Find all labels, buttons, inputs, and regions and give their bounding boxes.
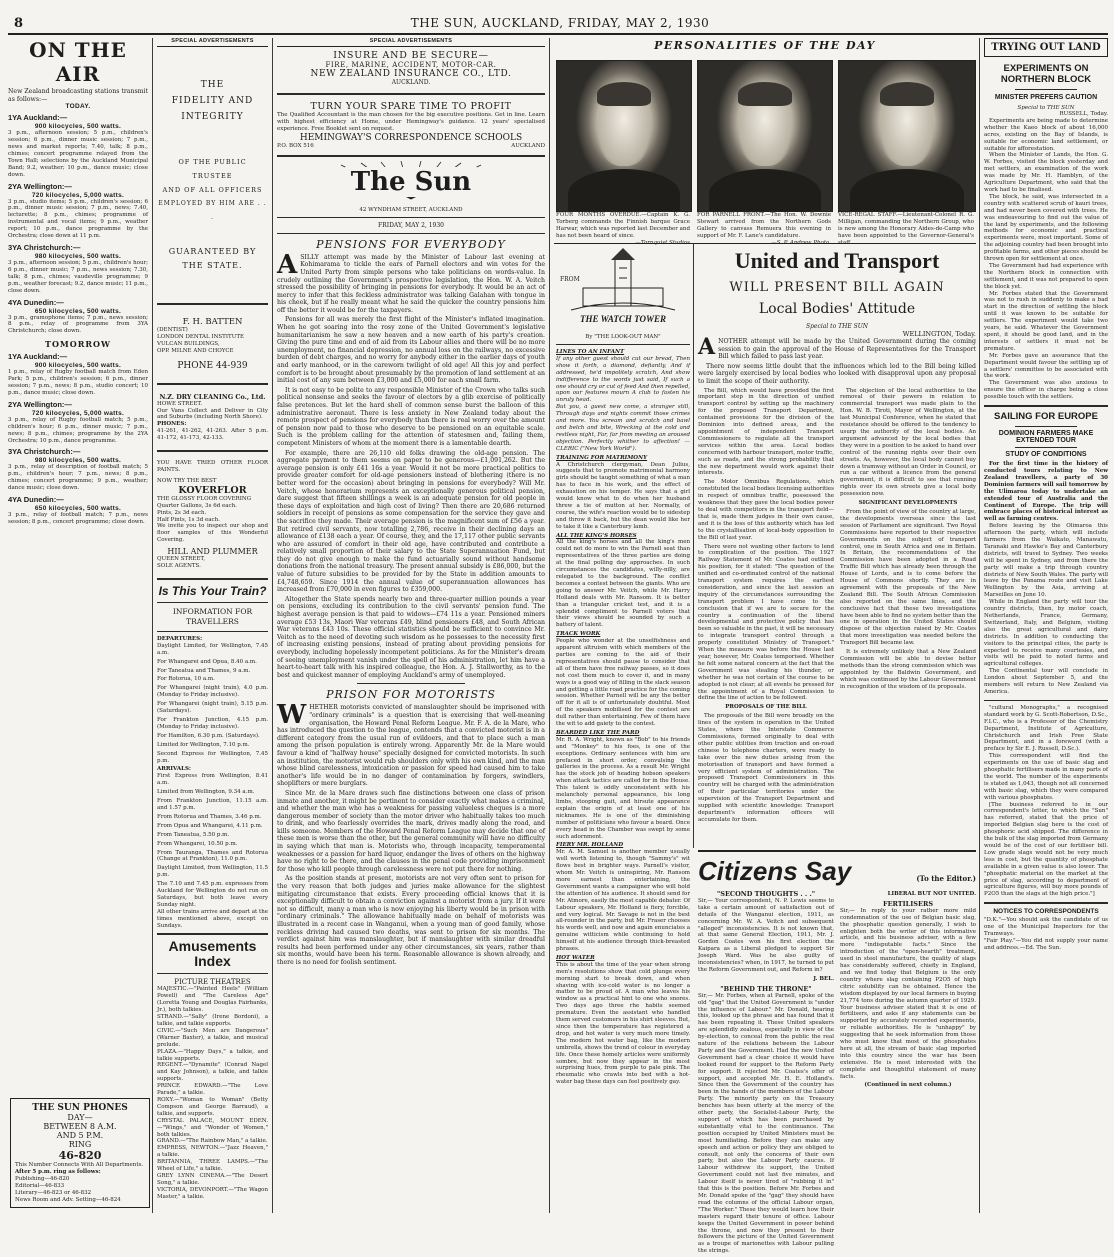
departures-heading: DEPARTURES: — [157, 635, 203, 642]
column-subhead: FIERY MR. HOLLAND — [556, 842, 624, 849]
arrival-item: From Rotorua and Thames, 3.46 p.m. — [157, 813, 262, 820]
station-4ya: 4YA Dunedin:— — [8, 297, 64, 307]
departure-item: Second Express for Wellington, 7.45 p.m. — [157, 750, 268, 764]
motorists-title: PRISON FOR MOTORISTS — [326, 688, 496, 702]
theatre-item: EMPRESS, NEWTON.—"Jazz Heaven," a talkie. — [157, 1145, 268, 1159]
phones-line: Literary—46-823 or 46-832 — [15, 1189, 92, 1196]
pensions-p1: SILLY attempt was made by the Minister of Labour last evening at Kohimarama to tickle the ears of Parnell electors and win votes for the United Party from simple persons who take politicians on words-value. In crudely outlining the Government's prospective legislation, the Hon. W. A. Veitch stressed the possibility of bringing in pensions for everybody. It would be an act of mercy to infer that this feckless administrator was talking Galahan with tongue in his cheek, but if he really meant what he said the quicker the country pensions him off the better it would be for the taxpayers. — [277, 253, 545, 314]
sun-phones-box — [10, 1098, 150, 1208]
theatre-item: GRAND.—"The Rainbow Man," a talkie. — [157, 1138, 268, 1145]
photo-caption — [838, 212, 974, 247]
photo-caption — [697, 212, 831, 247]
notice-item: "Fair Play."—You did not supply your name and address.—Ed. The Sun. — [984, 937, 1108, 951]
letters-col-a — [698, 891, 834, 1257]
dry-cleaning-text: Our Vans Collect and Deliver in City and Suburbs (including North Shore). — [157, 407, 268, 421]
train-note: The 7.10 and 7.45 p.m. expresses from Auckland for Wellington do not run on Saturdays, but both leave every Sunday night. — [157, 881, 268, 908]
departure-item: Daylight Limited, for Wellington, 7.45 a.m. — [157, 642, 268, 656]
pensions-p2: Pensions for all was merely the first flight of the Minister's inflated imagination. When he got soaring into the rosy zone of the United Government's legislative humanitarianism he saw a new heaven and a new earth of his party's creation. Giving the pure time and end of aid from its Labour allies and there will be no more unemployment, no financial depression, no annual loss on the railways, no excessive burden of debt charges, and no worry for anybody either in the earlier days of youth and early manhood, or in the careworn twilight of old age! All this joy and perfect comfort is to be brought about presumably by the promotion of land settlement at an initial cost of any sum between £3,000 and £5,000 for each small farm. — [277, 316, 545, 385]
theatre-item: REGENT.—"Dynamite" (Conrad Nagel and Kay Johnson), a talkie, and talkie supports. — [157, 1062, 268, 1083]
fidelity-line: INTEGRITY — [181, 112, 244, 122]
batten-role: (DENTIST) — [157, 327, 188, 333]
dry-cleaning-ad — [157, 389, 268, 446]
departure-item: For Rotorua, 10 a.m. — [157, 676, 215, 683]
portrait-suit — [709, 169, 822, 212]
transport-col-a — [698, 388, 834, 826]
column-subhead: BEARDED LIKE THE PARD — [556, 729, 640, 736]
section-rule — [554, 243, 976, 244]
amusements-index — [157, 939, 268, 1200]
departure-item: For Hamilton, 6.30 p.m. (Saturdays). — [157, 732, 260, 739]
citizens-say — [698, 850, 976, 1257]
caption-text: FOUR MONTHS OVERDUE.—Captain K. G. Torberg commands the Finnish barque Grace Harwar, which was reported last December and has not been heard of since. — [556, 212, 690, 239]
to-the-editor: (To the Editor.) — [916, 874, 976, 883]
insure-types: FIRE, MARINE, ACCIDENT, MOTOR-CAR. — [325, 61, 497, 69]
theatre-item: ROXY.—"Woman to Woman" (Betty Compson and George Barraud), a talkie, and supports. — [157, 1096, 268, 1117]
arrivals-heading: ARRIVALS: — [157, 766, 191, 773]
station-programme: 3 p.m., relay of Rugby football match; 5 p.m., children's hour; 6 p.m., dinner music; 7 p.m., news; 8 p.m., chimes; programme by the 2YA Orchestra; 10 p.m., dance programme. — [8, 416, 148, 444]
turn-title: TURN YOUR SPARE TIME TO PROFIT — [310, 101, 512, 112]
fidelity-ad — [157, 77, 268, 273]
station-spec: 650 kilocycles, 500 watts. — [34, 505, 122, 513]
phones-note: This Number Connects With All Departments. — [15, 1162, 144, 1168]
phones-line: Publishing—46-820 — [15, 1175, 70, 1182]
column-rule — [272, 38, 273, 1213]
pensions-p3: It is not easy to be polite to any responsible Minister of the Crown who talks such political nonsense and seeks the favour of electors by a glib exercise of politically false pretences. But let the hard shell of common sense burst the balloon of this administrative aeronaut. There is less anxiety in New Zealand today about the remote prospect of pensions for everybody than there is real worry over the amount of pension now paid to those who deserve to be pensioned on an equitable scale. Such is the problem calling for the attention of statesmen and, failing them, competent Ministers of whom at the moment there is a lamentable dearth. — [277, 386, 545, 447]
tomorrow-1ya: 1YA Auckland:— — [8, 352, 68, 362]
arrival-item: Limited from Wellington, 9.34 a.m. — [157, 789, 255, 796]
letter-title: "BEHIND THE THRONE" — [720, 984, 812, 993]
arrival-item: Daylight Limited, from Wellington, 11.5 p.m. — [157, 865, 268, 879]
dry-cleaning-addr: HOWE STREET. — [157, 400, 202, 407]
article-text: Mr. Forbes gave an assurance that the Department would favour the settling up of a settlers' committee to be associated with the work. — [984, 352, 1108, 380]
arrival-item: From Taneatua, 5.50 p.m. — [157, 831, 230, 838]
letter-text: Sir,— In reply to your rather more mild condemnation of the use of Belgian basic slag, the phosphatic question generally, I wish to enlighten both the writer of this informative article, and his business adviser, with a few more "indisputable facts." Since the introduction of the "open-hearth" treatment, used in steel manufacture, the quality of slags has considerably suffered, chiefly in England, and we find today that Belgium is the only country where slag containing P2O5 of high citric solubility can be obtained. Hence the wisdom displayed by our local farmers in buying 21,774 tons during the autumn quarter of 1929. Your business adviser stated that it is one of fertilisers, and asks if any statements can be supported by accurately recorded experiments, or reliable authorities. He is "unhappy" by suggesting that he seek information from those who must know that most of the phosphates here at all, the stream of basic slag imported into this country since the war has been extensive. He is most interested with the complete and thoughtful statement of many facts. — [840, 907, 976, 1080]
arrival-item: First Express from Wellington, 8.41 a.m. — [157, 773, 268, 787]
batten-address: LONDON DENTAL INSTITUTE VULCAN BUILDINGS, OPP. MILNE AND CHOYCE — [157, 333, 245, 354]
column-text: If any other guest should cut our bread, Then show it forth, a diamond, defiantly, And if addressed, he'd impolitely scratch, And show indifference to the words just said, If such a one should cry or cut of feed And then repelled, upon our features mourn A club to fasten his unruly head. — [556, 355, 690, 404]
phones-line: Editorial—46-833 — [15, 1182, 65, 1189]
article-text: "cultural Monographs," a recognised standard work by G. Scott-Robertson, D.Sc., F.I.C., who is a Professor of the Chemistry Department, Institute of Agriculture, Christchurch and Irish Free State Department, and in a foreword (with a preface by Sir E. J. Russell, D.Sc.). — [984, 704, 1108, 753]
transport-headline: United and Transport — [734, 248, 940, 273]
dominion-title: DOMINION FARMERS MAKE EXTENDED TOUR — [998, 430, 1094, 445]
column-subhead: TRACK WORK — [556, 631, 601, 638]
train-title: Is This Your Train? — [158, 583, 267, 598]
masthead-rule — [8, 33, 1108, 35]
tomorrow-4ya: 4YA Dunedin:— — [8, 495, 64, 505]
transport-article — [698, 248, 976, 826]
logo-byline: By "THE LOOK-OUT MAN" — [585, 334, 661, 340]
today-heading: TODAY. — [65, 103, 91, 111]
column-subhead: TRAINING FOR MATRIMONY — [556, 454, 648, 461]
tomorrow-2ya: 2YA Wellington:— — [8, 399, 72, 409]
transport-p8: From the point of view of the country at large, the developments overseas since the last session of Parliament are significant. Two Royal Commissions have reported to their respective Governments on the subject of transport control, one in South Africa and one in Britain. In Britain, the recommendations of the Commission have been adopted in a Road Traffic Bill which has already been through the House of Lords, and is to come before the House of Commons shortly. They are in agreement with the proposals of the New Zealand Bill. The South African Commission also reported on the same lines, and the conclusive fact that these two investigations have been able to find no system better than the one in operation in the United States should dispose of the objection raised by Mr. Coates that more investigation was needed before the Transport Bill became law. — [840, 508, 976, 647]
article-text: This correspondent will find the experiments on the use of basic slag and phosphatic fertilisers made in many parts of the world. The number of the experiments is stated as 1,043, though not all concerned with basic slag, which they were compared with various phosphates. — [984, 753, 1108, 801]
theatre-item: STRAND.—"Sally" (Irene Bordoni), a talkie, and talkie supports. — [157, 1014, 268, 1027]
right-column — [984, 38, 1108, 952]
article-text: The Government had had experience with the Northern block in connection with settlement, and it was not prepared to open the block yet. — [984, 262, 1108, 290]
insure-title: INSURE AND BE SECURE— — [333, 50, 489, 61]
train-ad — [157, 584, 268, 930]
sailing-title: SAILING FOR EUROPE — [994, 411, 1098, 423]
column-subhead: LINES TO AN INFANT — [556, 349, 625, 355]
citizens-say-title: Citizens Say — [698, 856, 852, 886]
departure-item: For Taneatua and Thames, 9 a.m. — [157, 667, 251, 674]
station-programme: 3 p.m., afternoon session; 5 p.m., children's session; 6 p.m., dinner music session; 7 p.m., news and market reports; 7.40, talk; 8 p.m., chimes; concert programme relayed from the Town Hall; selections by the Auckland Municipal Band; 9.2, weather; 10 p.m., dance music; close down. — [8, 130, 148, 178]
station-spec: 900 kilocycles, 500 watts. — [34, 362, 122, 370]
special-ads-header: SPECIAL ADVERTISEMENTS — [277, 38, 545, 47]
photo-caption — [556, 212, 690, 247]
dry-cleaning-phones: 41-261, 41-262, 41-263. After 5 p.m. 41-172, 41-173, 42-133. — [157, 428, 268, 442]
phones-between: BETWEEN 8 A.M. — [43, 1122, 117, 1131]
article-text: The Continental tour will conclude in London about September 5, and the members will return to New Zealand via America. — [984, 668, 1108, 695]
trying-out-land: TRYING OUT LAND — [991, 42, 1101, 53]
guaranteed-line: GUARANTEED BY — [168, 247, 257, 256]
special-ads-column — [157, 38, 268, 1201]
letter-continued: (Continued in next column.) — [864, 1082, 952, 1089]
article-text: Mr. Forbes stated that the Government was not to rush in suddenly to make a bad start in the direction of settling the block until it was known to be suitable for settlers. The experiment would take two years, he said. Whatever the Government spent, it should be good land, and in the interests of settlers it must not be premature. — [984, 290, 1108, 352]
phones-day: DAY— — [67, 1113, 93, 1122]
motorists-p1: HETHER motorists convicted of manslaughter should be imprisoned with "ordinary criminals" is a question that is exercising that well-meaning organisation, the Howard Penal Reform League. Mr. F. A. de la Mare, who has introduced the question to the league, contends that a convicted motorist is in a different category from the usual run of evildoers, and that to place such a man among the prison population is entirely wrong. Apparently Mr. de la Mare would favour a kind of "halfway house" specially designed for convicted motorists. In such an institution, the motorist would rub shoulders only with his own kind, and the man whose blind carelessness, intoxication or passion for speed had caused him to take another's life would be in no danger of contamination by forgers, swindlers, shoplifters or mere burglars. — [277, 704, 545, 788]
koverflor-desc: THE GLOSSY FLOOR COVERING Quarter Gallons, 3s 6d each. Pints, 2s 3d each. Half Pints, 1s 3d each. — [157, 495, 252, 523]
guaranteed-line: THE STATE. — [182, 261, 243, 270]
trying-out-land-box — [984, 38, 1108, 57]
po-box: P.O. BOX 516 — [277, 142, 314, 149]
letter-text: Sir,— Your correspondent, N. P. Lewis seems to take a certain amount of satisfaction out of details of the Wanganui election, 1911, as concerning Mr. W. A. Veitch and subsequent "alleged" inconsistencies. It is not known that, at that same General Election, 1911, Mr. J. Gordon Coates won his first election the Kaipara as a Liberal pledged to support Sir Joseph Ward. Was he also guilty of inconsistencies? when, in 1917, he turned to put the Reform Government out, and Reform in? — [698, 897, 834, 973]
koverflor-name: KOVERFLOR — [178, 484, 247, 496]
station-programme: 1 p.m., relay of Rugby football match from Eden Park; 5 p.m., children's session; 6 p.m., dinner session; 7 p.m., news; 8 p.m., studio concert; 10 p.m., dance music; close down. — [8, 369, 148, 396]
article-text: The block, he said, was intersected in a country with scattered scrub of kauri trees, and had never been covered with trees. He was endeavouring to find out the value of the land by experiments, and the following methods for economic and practical experiments were, most important. Some of the adjoining country had been brought into profitable farms, and other pieces should be thrown open for settlement at once. — [984, 193, 1108, 263]
transport-p6: The proposals of the Bill were broadly on the lines of the system in operation in the United States, where the Interstate Commerce Commissions, formed originally to deal with other public utilities from traction and on-road chinese to telephone charters, were ready to take over the new duties arising from the motorisation of transport and have formed a very efficient system of administration. The proposed Transport Commissioners in this country will be charged with the administration of their particular territories under the supervision of the Transport Department and supplied with scientific knowledge: Transport department's information officers will accumulate for them. — [698, 713, 834, 823]
amusements-title: Amusements Index — [168, 938, 257, 970]
transport-col-b — [840, 388, 976, 826]
article-text: [The business referred to in our correspondent's letter, to which the "Sun" has referred, stated that the price of imported Belgian slag here is the cost of phosphoric acid shipped. The difference in the bulk of the slag imported from Germany would be of the cost of our fertiliser bill. Low grade slags would not be very much less in cost, but the quantity of phosphate available in a given value is also lower. The "phosphatic material on the market at the price of slag, according to department of agriculture figures, will buy more pounds of P2O5 than the slags at the high price."] — [984, 801, 1108, 898]
column-text: Mr. R. A. Wright, known as "Bob" to his friends and "Monkey" to his foes, is one of the exceptions. Ordinary sentences with him are prefaced in short order, convulsing the galleries in the process. As a result Mr. Wright has the stock job of heading hobson speakers when attack tactics are called for in the House. This talent is oddly unconsistent with his melancholy personal appearance, his long limbs, stooping gait, and hirsute appearance explain the origin of at least one of his nicknames. He is one of the diminishing number of politicians who favour a beard. Once every head in the Chamber was swept by some such adornment. — [556, 736, 690, 840]
tower-icon — [563, 248, 683, 318]
portrait-photo — [697, 60, 833, 212]
letter-title: FERTILISERS — [882, 899, 934, 908]
notices-title: NOTICES TO CORRESPONDENTS — [993, 908, 1099, 916]
phones-line: News Room and Adv. Setting—46-824 — [15, 1196, 121, 1203]
motorists-body — [277, 700, 545, 966]
editorial-column — [277, 38, 545, 969]
phones-number: 46-820 — [58, 1149, 102, 1162]
drop-cap: A — [698, 334, 716, 360]
pensions-p4: For example, there are 26,110 old folks drawing the old-age pension. The aggregate payment to them seems on paper to be generous—£1,091,262. But the average pension is only £41 16s a year. Would it not be more practical politics to provide greater comfort for old-age pensioners instead of blethering (there is no better word for the occasion) about bringing in pensions for everybody? Will Mr. Veitch, whose honorarium represents an exceptionally generous political pension, dare suggest that fifteen shillings a week is an adequate pension for old people in these days of exploitation and high cost of living? Then there are 20,686 returned soldiers in receipt of pensions as some compensation for the service they gave and the sacrifice they made. Their average pension is the magnificent sum of £56 a year. But retired civil servants, now totalling 2,786, receive in their declining days an allowance of £138 each a year. Of course, they, and the 17,117 other public servants who are assured of comfort in their old age, have contributed and contribute a relatively small proportion of their salary to the State Superannuation Fund, but they do not give enough to make the fund actuarially sound without handsome donations from the national treasury. The present annual subsidy is £86,000, but the value of future subsidies to be provided for by the State in addition amounts to £4,748,659. Since 1914 the annual value of superannuation allowances has increased from £70,000 in even figures to £359,000. — [277, 449, 545, 594]
portrait-suit — [850, 169, 964, 212]
on-the-air-column — [8, 38, 148, 526]
station-programme: 3 p.m., gramophone items; 7 p.m., news session; 8 p.m., relay of programme from 3YA Christchurch; close down. — [8, 314, 148, 335]
insurance-ad — [277, 47, 545, 89]
pensions-title: PENSIONS FOR EVERYBODY — [316, 237, 506, 251]
letters-col-b — [840, 891, 976, 1257]
station-1ya: 1YA Auckland:— — [8, 113, 68, 123]
dateline: RUSSELL, Today. — [1059, 111, 1108, 117]
portrait-hair — [597, 82, 651, 106]
column-text: This is about the time of the year when strong men's resolutions show that cold plunge every morning start to break down, and when shaving with ice-cold water is no longer a matter to be proud of. A man who leaves his window as a practical hint to one who snores. Two days ago three rhe habits seemed premature. Even the assistant who handled them served customers in his shirt sleeves. But, since then the temperature has registered a drop, and hot water is very much more timely. The modern hot water bag, like the modern umbrella, shows the trend of colour in everyday life. Once these homely articles were uniformly sombre, but now they appear in the most surprising hues, from purple to pale pink. The rheumatic who crawls into bed with a hot-water bag these days can feel positively gay. — [556, 961, 690, 1086]
special-to-sun: Special to THE SUN — [1017, 105, 1075, 111]
station-spec: 720 kilocycles, 5,000 watts. — [31, 191, 125, 199]
theatre-item: VICTORIA, DEVONPORT.—"The Wagon Master," a talkie. — [157, 1186, 268, 1200]
transport-sub1: WILL PRESENT BILL AGAIN — [729, 280, 945, 295]
transport-p5: There were not wanting other factors to lend to complication of the position. The 1927 Railway Statement of Mr. Coates had outlined his position, for it stated: "The question of the unified and co-ordinated control of the national transport system requires the earliest consideration, and since the last session an inquiry of the circumstances surrounding the transport problem I have come to the conclusion that if we are to secure for the country a continuation of the liberal developmental and protective policy that has been so valuable in the past, it will be necessary to integrate transport control through a properly constituted Ministry of Transport." When the measure was before the House last year, however, Mr. Coates temporised. Whether he felt some natural concern at the fact that the Government was stealing his thunder, or whether he was not certain of the course to be adopted is not clear; at all events he pressed for the appointment of a Royal Commission to define the line of action to be followed. — [698, 543, 834, 702]
motorists-p3: As the position stands at present, motorists are not very often sent to prison for the very reason that both judges and juries make allowance for the slightest mitigating circumstance that exists. Every proceeding official knows that it is exceptionally difficult to obtain a conviction against a motorist from a jury. If it were not so difficult, many a man who is now enjoying his liberty would be in prison with "ordinary criminals." The allowance habitually made on behalf of motorists was illustrated in a recent case in Wanganui, when a young man of good family, whose reckless driving had caused two deaths, was sent to prison for six months. The verdict against him was manslaughter, but if manslaughter with similar dreadful results had been performed under any other circumstances, six years, rather than six months, would have been his term. Reasonable allowance is shown already, and there is no need for foolish sentiment. — [277, 875, 545, 966]
departure-item: For Whangarei and Opua, 8.40 a.m. — [157, 658, 257, 665]
drop-cap: A — [277, 249, 298, 280]
hemingway-name: HEMINGWAY'S CORRESPONDENCE SCHOOLS — [299, 132, 523, 143]
trustee-line: OF THE PUBLIC TRUSTEE — [178, 158, 247, 180]
phones-ring: RING — [68, 1140, 92, 1149]
station-spec: 980 kilocycles, 500 watts. — [34, 252, 122, 260]
portrait-photo — [838, 60, 976, 212]
dry-cleaning-phone-label: PHONES: — [157, 421, 187, 428]
departure-item: For Whangarei (night train), 5.15 p.m. (Saturdays). — [157, 701, 268, 715]
column-text: Mr. A. M. Samuel is another member usually well worth listening to, though "Sammy's" wit flows best in brighter ways. Parnell's visitor, whom Mr. Veitch is uninspiring, Mr. Ransom more earnest than entertaining, the Government wants a campaigner who will hold the attention of his audience. It should send for Mr. Atmore, easily the most capable debater. Of Labour speakers, Mr. Holland is fiery, forcible, and very logical. Mr. Savage is not in the best all-rounder in the party, but Mr. Fraser chooses his words well, and now and again enunciates a genuine witticism while continuing to hold himself at his audience through thick-breasted phrases. — [556, 849, 690, 953]
portrait-suit — [568, 169, 681, 212]
phones-until: AND 5 P.M. — [56, 1131, 104, 1140]
departure-item: For Whangarei (night train), 4.0 p.m. (Monday to Friday inclusive). — [157, 685, 268, 699]
pensions-body — [277, 249, 545, 680]
logo-from: FROM — [560, 276, 580, 283]
station-programme: 3 p.m., relay of football match; 7 p.m., news session; 8 p.m., concert programme; close down. — [8, 512, 148, 525]
column-subhead: HOT WATER — [556, 954, 595, 961]
batten-phone: PHONE 44-939 — [177, 360, 248, 371]
departure-item: For Frankton Junction, 4.15 p.m. (Monday to Friday inclusive). — [157, 717, 268, 730]
article-text: Before leaving by the Olimaroa this afternoon the party, which will include farmers from the Waikato, Manawatu, Taranaki and Hawke's Bay and Canterbury districts, will travel to Sydney. Two weeks will be spent in Sydney, and from there the party will make a trip through country districts of New South Wales. The party will leave by the Panama route and visit Lake Wellington by the Asia, arriving at Marseilles on June 10. — [984, 523, 1108, 599]
fidelity-line: THE — [200, 80, 225, 90]
newspaper-dateline: THE SUN, AUCKLAND, FRIDAY, MAY 2, 1930 — [410, 16, 710, 30]
koverflor-intro: YOU HAVE TRIED OTHER FLOOR PAINTS. — [157, 460, 268, 473]
station-spec: 650 kilocycles, 500 watts. — [34, 307, 122, 315]
transport-subhead: PROPOSALS OF THE BILL — [725, 704, 807, 711]
hemingway-place: AUCKLAND — [511, 142, 545, 149]
station-spec: 900 kilocycles, 500 watts. — [34, 123, 122, 131]
column-rule — [693, 243, 694, 848]
portrait-hair — [738, 82, 792, 106]
insure-place: AUCKLAND. — [391, 79, 431, 86]
koverflor-note: We invite you to inspect our shop and floor samples of this Wonderful Covering. — [157, 523, 268, 544]
column-rule — [152, 38, 153, 1213]
column-rule — [549, 38, 550, 1213]
tomorrow-heading: TOMORROW — [45, 339, 111, 350]
train-info: INFORMATION FOR TRAVELLERS — [172, 606, 253, 626]
arrival-item: From Tauranga, Thames and Rotorua (Change at Frankton), 11.0 p.m. — [157, 849, 268, 863]
batten-ad — [157, 309, 268, 379]
theatre-item: GREY LYNN CINEMA.—"The Desert Song," a talkie. — [157, 1172, 268, 1186]
station-programme: 3 p.m., studio items; 5 p.m., children's session; 6 p.m., dinner music session; 7 p.m., news; 7.40, lecturette; 8 p.m., chimes; programme of instrumental and vocal items; 9 p.m., weather report; 10 p.m., dance programme by the Orchestra; close down at 11 p.m. — [8, 198, 148, 240]
arrival-item: From Frankton Junction, 11.15 a.m. and 1.57 p.m. — [157, 798, 268, 811]
watch-tower-logo — [556, 248, 690, 334]
koverflor-seller-addr: QUEEN STREET, SOLE AGENTS. — [157, 556, 205, 570]
station-3ya: 3YA Christchurch:— — [8, 242, 81, 252]
column-text: People who wonder at the unselfishness and apparent altruism with which members of the parties are coming to the aid of their representatives should pause to consider that all of them have free railway passes, so it does not cost them much to cover it, and in many ways is a good way of filling in the slack season and getting a little road practice for the coming session. Whether Parnell will be any the better off for it all is of unfortunately doubtful. Most of the speakers mobilised for the contest are dull rather than entertaining. Few of them have the wit to add gaiety to the contest. — [556, 638, 690, 728]
transport-p2: There now seems little doubt that the influences which led to the Bill being killed were largely exercised by local bodies who looked with disapproval upon any proposal to limit the scope of their authority. — [698, 362, 976, 385]
koverflor-seller: HILL AND PLUMMER — [167, 547, 258, 557]
turn-text: The Qualified Accountant is the man chosen for the big executive positions. Get in line. Learn with highest efficiency at Home, under Hemingway's guidance. 12 years' specialised experience. Free Booklet sent on request. — [277, 112, 545, 132]
sun-logo — [277, 161, 545, 207]
arrival-item: From Whangarei, 10.50 p.m. — [157, 840, 238, 847]
station-programme: 3 p.m., relay of description of football match; 5 p.m., children's hour; 7 p.m., news; 8 p.m., chimes; concert programme; 9 p.m., weather; dance music; close down. — [8, 464, 148, 492]
caption-text: VICE-REGAL STAFF.—Lieutenant-Colonel R. G. Milligan, commanding the Northern Group, who is new among the Honorary Aides-de-Camp who have been appointed to the Governor-General's — [838, 212, 974, 239]
phones-after: After 5 p.m. ring as follows: — [15, 1168, 101, 1175]
notice-item: "D.K."—You should ask the candidate of us one of the Municipal Inspectors for the Tramways. — [984, 917, 1108, 938]
station-2ya: 2YA Wellington:— — [8, 181, 72, 191]
trustee-line: AND OF ALL OFFICERS — [162, 186, 263, 194]
article-text: For the first time in the history of conducted tours relating to New Zealand travellers, a party of 30 Dominion farmers will sail tomorrow by the Ulimaroa today to undertake an extended tour of Australia and the Continent of Europe. The trip will embrace places of historical interest as well as farming centres. — [984, 461, 1108, 523]
trustee-line: EMPLOYED BY HIM ARE . . . — [158, 200, 267, 221]
transport-sub2: Local Bodies' Attitude — [758, 301, 916, 317]
article-text: While in England the party will tour the country districts, then, by motor coach, Netherlands, France, Germany, Switzerland, Italy, and Belgium, visiting also the great agricultural and dairy districts. In addition to conducting the visitors to the principal cities, the party is expected to receive many courtesies, and visits will be paid to noted farms and agricultural colleges. — [984, 599, 1108, 668]
letter-sign: J. BEL. — [813, 975, 834, 982]
dry-cleaning-name: N.Z. DRY CLEANING Co., Ltd. — [159, 392, 266, 401]
transport-p3: The Bill, which would have provided the first important step in the direction of unified transport control by setting up the machinery for the proposed Transport Department, contained provisions for the division of the Dominion into defined areas, and the appointment of independent Transport Commissioners to regulate all the transport services within the area. Local bodies concerned with harbour transport, motor traffic, such as roads, and the strong probability that the new department would work against their interests. — [698, 387, 834, 477]
page-number: 8 — [14, 16, 24, 31]
transport-p1: NOTHER attempt will be made by the United Government during the coming session to gain the approval of the House of Representatives for the Transport Bill which failed to pass last year. — [718, 338, 976, 361]
special-ads-header: SPECIAL ADVERTISEMENTS — [157, 38, 268, 47]
koverflor-try: NOW TRY THE BEST — [157, 477, 217, 484]
koverflor-ad — [157, 456, 268, 574]
logo-name: THE WATCH TOWER — [579, 314, 667, 324]
portrait-hair — [880, 82, 934, 106]
article-text: The Government was also anxious to ensure the officer in charge being a close possible touch with the settlers. — [984, 380, 1108, 401]
transport-p9: It is extremely unlikely that a New Zealand Commission will be able to devise better methods than the strong commission which was appointed by the Baldwin Government, and which was continued by the Labour Government in recognition of the wisdom of its proposals. — [840, 649, 976, 690]
batten-name: F. H. BATTEN — [182, 317, 243, 327]
theatre-item: CRYSTAL PALACE, MOUNT EDEN.—"Wings," and "Wonder of Women," both talkies. — [157, 1117, 268, 1138]
column-text: But you, a guest new come, a stranger still, Through days and nights commit those crimes and more. You scream and scratch and bawl and belch and bite, Wrecking at the cold and restless night, Far, far from meeting an aroused objection. Perfectly whither to affection! —CLERIC ("New York World"). — [556, 404, 690, 452]
letter-sign: LIBERAL BUT NOT UNITED. — [887, 891, 976, 897]
transport-special: Special to THE SUN — [805, 323, 869, 330]
station-spec: 980 kilocycles, 500 watts. — [34, 457, 122, 465]
picture-theatres: PICTURE THEATRES — [174, 978, 251, 987]
column-subhead: ALL THE KING'S HORSES — [556, 532, 637, 539]
phones-title: THE SUN PHONES — [32, 1103, 128, 1113]
column-text: A Christchurch clergyman, Dean Julius, suggests that to promote matrimonial harmony girls should be taught something of what a man has to face in his work, and the effect of exhaustion on his temper. He says that a girl would know what to do when her husband threw a tie of mutton at her. Normally, of course, the wife's reaction would be to sidestep and throw it back, but the dean would like her to take it like a Canterbury lamb. — [556, 461, 690, 530]
drop-cap: W — [277, 700, 307, 731]
experiments-title: EXPERIMENTS ON NORTHERN BLOCK — [1000, 63, 1092, 85]
hemingway-ad — [277, 99, 545, 151]
theatre-item: PLAZA.—"Happy Days," a talkie, and talkie supports. — [157, 1048, 268, 1062]
theatre-item: PRINCE EDWARD.—"The Love Parade," a talkie. — [157, 1083, 268, 1097]
minister-prefers: MINISTER PREFERS CAUTION — [994, 94, 1098, 101]
sun-logo-address: 42 WYNDHAM STREET, AUCKLAND — [359, 206, 463, 213]
theatre-item: CIVIC.—"Such Men are Dangerous" (Warner Baxter), a talkie, and musical prelude. — [157, 1027, 268, 1048]
caption-text: FOR PARNELL FRONT.—The Hon. W. Downie Stewart arrived from the Northern Gods Gallery to canvass Remuera this evening in support of Mr. F. Lane's candidature. — [697, 212, 831, 239]
fidelity-line: FIDELITY AND — [171, 96, 254, 106]
study-title: STUDY OF CONDITIONS — [1005, 451, 1087, 459]
station-spec: 720 kilocycles, 5,000 watts. — [31, 409, 125, 417]
sun-logo-name: The Sun — [345, 167, 477, 197]
tomorrow-3ya: 3YA Christchurch:— — [8, 447, 81, 457]
article-text: When the Minister of Lands, the Hon. G. W. Forbes, visited the block yesterday and met settlers, an examination of the work was made by Mr. H. Hamblyn, of the Agriculture Department, who said that the work had to be finalised. — [984, 152, 1108, 193]
transport-subhead: SIGNIFICANT DEVELOPMENTS — [858, 500, 958, 507]
pensions-p5: Altogether the State spends nearly two and three-quarter million pounds a year on pensions, excluding its contribution to the civil servants' pension fund. The highest average pension is that paid to widows—£74 11s a year. Pensioned miners average £53 13s, Maori War veterans £49, blind pensioners £48, and South African War veterans £43 10s. These official statistics should be sufficient to convince Mr. Veitch as to the need of devoting such wisdom as he possesses to the necessity first of increasing existing pensions, instead of prating about providing pensions for everybody, including hopelessly incompetent politicians. As for the Minister's dream of seeing unemployment vanish under the spell of his administration, let him have a heart-to-heart talk with his inspired colleague, the Hon. A. J. Stallworthy, as to the best and quickest manner of employing Auckland's army of unemployed. — [277, 595, 545, 679]
column-rule — [979, 38, 980, 1213]
on-the-air-intro: New Zealand broadcasting stations transmit as follows:— — [8, 88, 148, 103]
departure-item: Limited for Wellington, 7.10 p.m. — [157, 741, 250, 748]
portrait-photo — [556, 60, 692, 212]
insure-company: NEW ZEALAND INSURANCE CO., LTD. — [310, 69, 512, 79]
transport-p7: The objection of the local authorities to the removal of their powers in relation to commercial transport was made plain to the Hon. W. B. Tiroti, Mayor of Wellington, at the last Municipal Conference, when he stated that resistance should be offered to the tendency to usurp the authority of the local bodies. An argument advanced by the local bodies that they were in a position to be asked to hand over control of the running rights over their own streets. As, however, the local body cannot buy down a tramway without an Order in Council, or run a car without a licence from the general government, it is difficult to see that running rights over its own streets give a local body possession now. — [840, 387, 976, 498]
editorial-date: FRIDAY, MAY 2, 1930 — [378, 221, 444, 229]
article-text: Experiments are being made to determine whether the Kaeo block of about 16,000 acres, existing on the Bay of Islands, is suitable for economic land settlement, or suitable for afforestation. — [984, 117, 1108, 152]
letter-title: "SECOND THOUGHTS . . ." — [716, 890, 816, 898]
transport-p4: The Motor Omnibus Regulations, which constituted the local bodies licensing authorities in respect of omnibus traffic, possessed the weakness that they gave the local bodies power to deal with competitors in the transport field—that is, made them judges in their own cause, and it is the loss of this authority which has led to the crystallisation of local-body opposition to the Bill of last year. — [698, 479, 834, 541]
watch-tower-column — [556, 248, 690, 1086]
transport-dateline: WELLINGTON, Today. — [902, 330, 976, 338]
arrival-item: From Opua and Whangarei, 4.11 p.m. — [157, 822, 263, 829]
personalities-title: PERSONALITIES OF THE DAY — [654, 39, 876, 52]
letter-text: Sir,— Mr. Forbes, when at Parnell, spoke of the old "gag" that the United Government is "under the influence of Labour." Mr. Donald, hearing this, looked up the phrase and has found that it has been repeating it. These United speakers are splendidly zealous, especially in view of the by-election, to conceal from the public the real nature of the relations between the Labour Party and the Government. Had the new United Government had a clear choice it would have looked round for support to the Reform Party for support. It rejected Mr. Coates's offer of support, and accepted Mr. H. E. Holland's. Since then the Government of the country has been in the hands of the members of the Labour Party. The minority party on the Treasury benches has been utterly at the mercy of the other party, the Socialist-Labour Party, the support of which has been purchased by substantially vital to the continuance. The position occupied by United Ministers must be most humiliating. Before they can make any speech and action or policy they are obliged to consult, not only the concerns of their own party, but also the Labour Party caucus. If Labour withdrew its support, the United Government could not last five minutes, and Labour itself is never tired of "rubbing it in" that this is the position. Before Mr. Forbes and Mr. Donald spoke of the "gag" they should have read the columns of the official Labour organ, "The Worker." These they would learn how their masters regard their tenure of office. Labour keeps the United Government in power behind the throne, and now they present to their followers the picture of the United Government as a troupe of marionettes with Labour pulling the strings. — [698, 992, 834, 1255]
station-programme: 3 p.m., afternoon session; 5 p.m., children's hour; 6 p.m., dinner music; 7 p.m., news session; 7.30, talk; 8 p.m., chimes; vaudeville programme; 9 p.m., weather forecast; 9.2, dance music; 11 p.m., close down. — [8, 259, 148, 294]
theatre-item: MAJESTIC.—"Painted Heels" (William Powell) and "The Careless Age" (Loretta Young and Douglas Fairbanks, Jr.), both talkies. — [157, 986, 268, 1014]
theatre-item: BRITANNIA, THREE LAMPS.—"The Wheel of Life," a talkie. — [157, 1159, 268, 1173]
column-text: All the king's horses and all the king's men could not do more to win the Parnell seat than representatives of the three parties are doing at the final polling day approaches. In such circumstances the candidates, willy-nilly, are relegated to the background. The conflict becomes a contest between the giants. Who are going to answer Mr. Veitch, while Mr. Harry Holland deals with Mr. Ransom. It is better than a triangular cricket test, and it is a splendid compliment to Parnell voters that their views should be sounded by such a battery of talent. — [556, 539, 690, 629]
on-the-air-title: ON THE AIR — [29, 38, 127, 86]
train-note: All other trains arrive and depart at the times mentioned above, except on Sundays. — [157, 908, 268, 929]
motorists-p2: Since Mr. de la Mare draws such fine distinctions between one class of prison inmate and another, it might be pertinent to consider exactly what makes a criminal, and whether the man who has a weakness for passing valueless cheques is a more dangerous member of society than the motor driver who habitually takes too much to drink, and who fearlessly overrides the mark, drives madly along the road, and kills someone. Members of the Howard Penal Reform League may decide that one of these men is worse than the other, but the general community will have no difficulty in saying which that man is. Motorists who, through incapacity, temperamental weaknesses or a passion for hard liquor, endanger the lives of others on the highway have no right to be there, and the clauses in the penal code providing imprisonment for those who kill people through carelessness were not put there for nothing. — [277, 789, 545, 873]
